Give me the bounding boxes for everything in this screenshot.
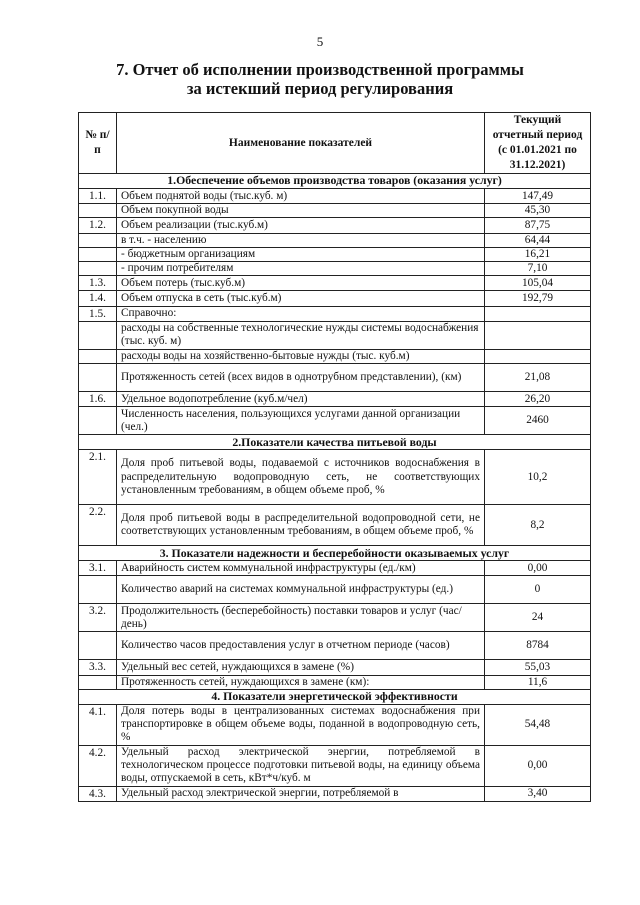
row-number xyxy=(79,233,117,247)
section-row xyxy=(79,689,591,704)
indicator-value: 0,00 xyxy=(485,561,591,576)
table-row xyxy=(79,745,591,786)
indicator-name: - бюджетным организациям xyxy=(117,247,485,261)
table-row xyxy=(79,291,591,306)
indicator-value xyxy=(485,321,591,349)
indicator-name: Доля проб питьевой воды, подаваемой с источников водоснабжения в распределительную водопроводную сеть, не соответствующих установленным требованиям, в общем объеме проб, % xyxy=(117,450,485,505)
indicator-value: 3,40 xyxy=(485,786,591,801)
section-title: 2.Показатели качества питьевой воды xyxy=(79,435,591,450)
indicator-name: Объем реализации (тыс.куб.м) xyxy=(117,218,485,233)
indicator-value: 54,48 xyxy=(485,704,591,745)
table-row xyxy=(79,660,591,675)
indicator-name: Количество часов предоставления услуг в отчетном периоде (часов) xyxy=(117,632,485,660)
row-number xyxy=(79,262,117,276)
row-number xyxy=(79,407,117,435)
row-number xyxy=(79,204,117,218)
row-number xyxy=(79,349,117,363)
indicator-name: Протяженность сетей (всех видов в однотрубном представлении), (км) xyxy=(117,364,485,392)
header-name: Наименование показателей xyxy=(117,113,485,174)
indicator-value: 24 xyxy=(485,604,591,632)
row-number: 3.3. xyxy=(79,660,117,675)
row-number: 3.2. xyxy=(79,604,117,632)
table-row xyxy=(79,604,591,632)
indicator-value: 26,20 xyxy=(485,392,591,407)
table-row xyxy=(79,247,591,261)
indicator-value: 55,03 xyxy=(485,660,591,675)
row-number: 1.4. xyxy=(79,291,117,306)
indicator-name: Объем поднятой воды (тыс.куб. м) xyxy=(117,189,485,204)
row-number xyxy=(79,675,117,689)
title-line-1: 7. Отчет об исполнении производственной программы xyxy=(116,60,524,79)
indicator-name: Удельный расход электрической энергии, потребляемой в технологическом процессе подготовки питьевой воды, на единицу объема воды, отпускаемой в сеть, кВт*ч/куб. м xyxy=(117,745,485,786)
section-row xyxy=(79,174,591,189)
indicator-name: Количество аварий на системах коммунальной инфраструктуры (ед.) xyxy=(117,576,485,604)
section-title: 4. Показатели энергетической эффективности xyxy=(79,689,591,704)
table-row xyxy=(79,450,591,505)
row-number: 1.5. xyxy=(79,306,117,321)
indicator-value xyxy=(485,349,591,363)
indicator-name: Объем покупной воды xyxy=(117,204,485,218)
table-row xyxy=(79,632,591,660)
table-row xyxy=(79,505,591,546)
table-row xyxy=(79,364,591,392)
indicator-value: 10,2 xyxy=(485,450,591,505)
table-header-row xyxy=(79,113,591,174)
indicator-name: Доля потерь воды в централизованных системах водоснабжения при транспортировке в общем объеме воды, поданной в водопроводную сеть, % xyxy=(117,704,485,745)
indicator-value: 16,21 xyxy=(485,247,591,261)
indicator-value: 0 xyxy=(485,576,591,604)
indicator-value: 21,08 xyxy=(485,364,591,392)
indicator-value: 105,04 xyxy=(485,276,591,291)
header-period: Текущий отчетный период (с 01.01.2021 по 31.12.2021) xyxy=(485,113,591,174)
table-row xyxy=(79,561,591,576)
row-number: 4.1. xyxy=(79,704,117,745)
section-row xyxy=(79,546,591,561)
indicator-name: Удельное водопотребление (куб.м/чел) xyxy=(117,392,485,407)
section-row xyxy=(79,435,591,450)
indicator-value: 87,75 xyxy=(485,218,591,233)
indicator-name: - прочим потребителям xyxy=(117,262,485,276)
section-title: 1.Обеспечение объемов производства товаров (оказания услуг) xyxy=(79,174,591,189)
indicators-table xyxy=(78,112,591,802)
page-number: 5 xyxy=(316,34,324,49)
indicator-name: Численность населения, пользующихся услугами данной организации (чел.) xyxy=(117,407,485,435)
indicator-value: 192,79 xyxy=(485,291,591,306)
indicator-value: 11,6 xyxy=(485,675,591,689)
row-number: 1.2. xyxy=(79,218,117,233)
indicator-value: 45,30 xyxy=(485,204,591,218)
table-body xyxy=(79,174,591,802)
table-row xyxy=(79,204,591,218)
indicator-name: Протяженность сетей, нуждающихся в замене (км): xyxy=(117,675,485,689)
indicator-name: Объем отпуска в сеть (тыс.куб.м) xyxy=(117,291,485,306)
indicator-name: Аварийность систем коммунальной инфраструктуры (ед./км) xyxy=(117,561,485,576)
table-row xyxy=(79,262,591,276)
row-number xyxy=(79,576,117,604)
title-line-2: за истекший период регулирования xyxy=(186,79,454,98)
indicator-value: 2460 xyxy=(485,407,591,435)
row-number: 4.3. xyxy=(79,786,117,801)
indicator-value: 8,2 xyxy=(485,505,591,546)
row-number xyxy=(79,632,117,660)
indicator-value: 64,44 xyxy=(485,233,591,247)
page-title xyxy=(0,60,640,98)
indicator-value: 0,00 xyxy=(485,745,591,786)
row-number: 4.2. xyxy=(79,745,117,786)
table-row xyxy=(79,233,591,247)
row-number: 2.1. xyxy=(79,450,117,505)
header-num: № п/п xyxy=(79,113,117,174)
row-number: 1.3. xyxy=(79,276,117,291)
table-row xyxy=(79,306,591,321)
section-title: 3. Показатели надежности и бесперебойности оказываемых услуг xyxy=(79,546,591,561)
row-number: 2.2. xyxy=(79,505,117,546)
indicator-value: 7,10 xyxy=(485,262,591,276)
indicator-name: Удельный вес сетей, нуждающихся в замене (%) xyxy=(117,660,485,675)
indicator-name: Справочно: xyxy=(117,306,485,321)
indicator-name: расходы воды на хозяйственно-бытовые нужды (тыс. куб.м) xyxy=(117,349,485,363)
table-row xyxy=(79,392,591,407)
row-number: 1.1. xyxy=(79,189,117,204)
indicator-value: 8784 xyxy=(485,632,591,660)
table-row xyxy=(79,675,591,689)
table-row xyxy=(79,786,591,801)
row-number xyxy=(79,364,117,392)
table-row xyxy=(79,704,591,745)
row-number: 1.6. xyxy=(79,392,117,407)
indicator-name: Удельный расход электрической энергии, потребляемой в xyxy=(117,786,485,801)
indicator-name: Доля проб питьевой воды в распределительной водопроводной сети, не соответствующих установленным требованиям, в общем объеме проб, % xyxy=(117,505,485,546)
indicator-name: Объем потерь (тыс.куб.м) xyxy=(117,276,485,291)
table-row xyxy=(79,349,591,363)
row-number: 3.1. xyxy=(79,561,117,576)
indicator-value: 147,49 xyxy=(485,189,591,204)
table-row xyxy=(79,276,591,291)
table-row xyxy=(79,189,591,204)
row-number xyxy=(79,321,117,349)
indicator-value xyxy=(485,306,591,321)
table-row xyxy=(79,407,591,435)
table-row xyxy=(79,218,591,233)
table-row xyxy=(79,576,591,604)
indicator-name: Продолжительность (бесперебойность) поставки товаров и услуг (час/день) xyxy=(117,604,485,632)
indicator-name: в т.ч. - населению xyxy=(117,233,485,247)
table-row xyxy=(79,321,591,349)
row-number xyxy=(79,247,117,261)
indicator-name: расходы на собственные технологические нужды системы водоснабжения (тыс. куб. м) xyxy=(117,321,485,349)
